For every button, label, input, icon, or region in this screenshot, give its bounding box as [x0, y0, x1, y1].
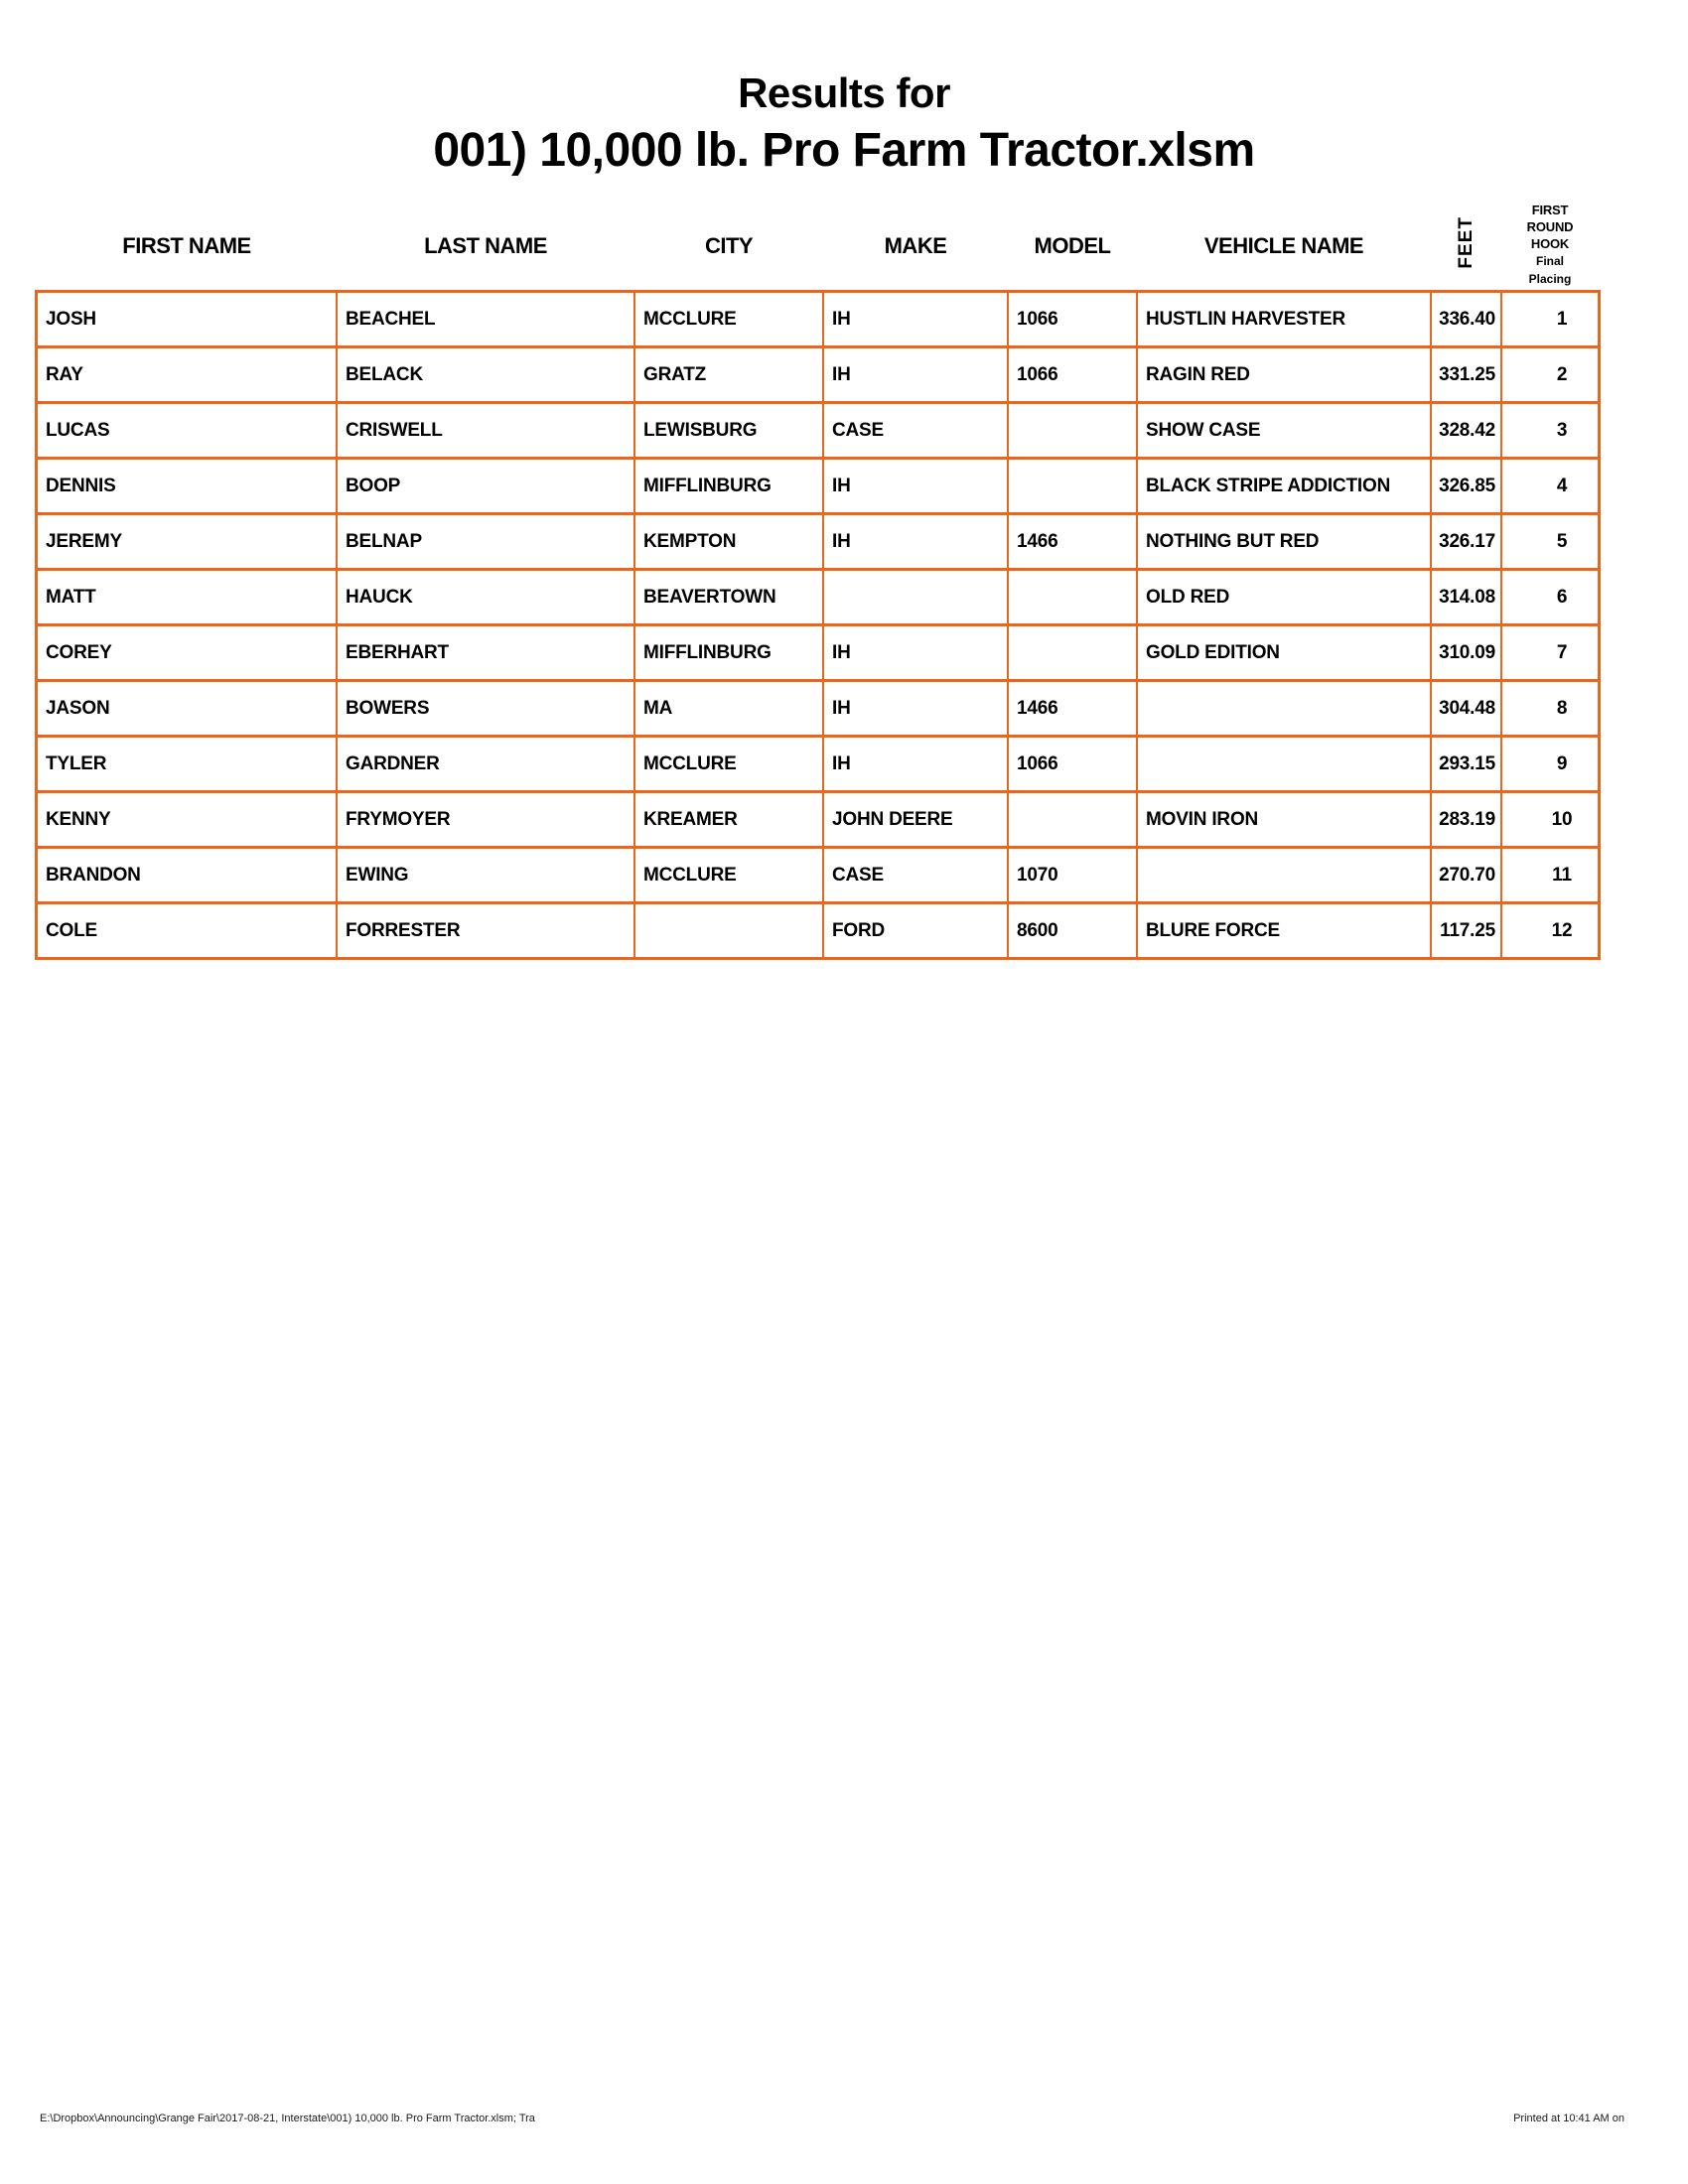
cell-vehicle-name: SHOW CASE [1138, 404, 1430, 457]
column-header-first-name: FIRST NAME [122, 233, 251, 258]
cell-model: 1066 [1009, 738, 1136, 790]
cell-feet: 270.70 [1432, 849, 1500, 901]
column-header-last-name: LAST NAME [424, 233, 547, 258]
cell-model [1009, 460, 1136, 512]
cell-placing: 10 [1502, 793, 1598, 846]
cell-placing: 3 [1502, 404, 1598, 457]
cell-model [1009, 793, 1136, 846]
cell-make: JOHN DEERE [824, 793, 1007, 846]
placing-header-line1: FIRST [1531, 203, 1569, 217]
cell-first-name: MATT [38, 571, 336, 623]
cell-placing: 2 [1502, 348, 1598, 401]
column-header-make: MAKE [884, 233, 947, 258]
cell-make [824, 571, 1007, 623]
cell-first-name: BRANDON [38, 849, 336, 901]
cell-last-name: EWING [338, 849, 633, 901]
cell-first-name: JASON [38, 682, 336, 735]
column-header-row [35, 184, 1601, 290]
cell-last-name: BEACHEL [338, 293, 633, 345]
placing-header-line3: HOOK [1530, 236, 1570, 251]
cell-model [1009, 404, 1136, 457]
column-header-model: MODEL [1034, 233, 1111, 258]
results-table [35, 290, 1601, 960]
cell-make: IH [824, 515, 1007, 568]
cell-vehicle-name [1138, 849, 1430, 901]
cell-city: MCCLURE [635, 738, 822, 790]
cell-feet: 117.25 [1432, 904, 1500, 957]
cell-feet: 310.09 [1432, 626, 1500, 679]
cell-vehicle-name: BLACK STRIPE ADDICTION [1138, 460, 1430, 512]
cell-model: 1066 [1009, 348, 1136, 401]
cell-feet: 283.19 [1432, 793, 1500, 846]
cell-model [1009, 571, 1136, 623]
cell-city: MCCLURE [635, 849, 822, 901]
cell-model: 1466 [1009, 515, 1136, 568]
placing-header-line5: Placing [1528, 272, 1572, 286]
cell-city: MIFFLINBURG [635, 626, 822, 679]
cell-make: IH [824, 682, 1007, 735]
cell-last-name: HAUCK [338, 571, 633, 623]
placing-header-line2: ROUND [1526, 219, 1574, 234]
page-title-line2: 001) 10,000 lb. Pro Farm Tractor.xlsm [433, 124, 1255, 177]
cell-first-name: JEREMY [38, 515, 336, 568]
cell-city: BEAVERTOWN [635, 571, 822, 623]
cell-placing: 5 [1502, 515, 1598, 568]
feet-vertical-label: FEET [1455, 216, 1477, 269]
cell-placing: 11 [1502, 849, 1598, 901]
cell-last-name: EBERHART [338, 626, 633, 679]
cell-city: MA [635, 682, 822, 735]
cell-vehicle-name [1138, 738, 1430, 790]
column-header-vehicle-name: VEHICLE NAME [1203, 233, 1364, 258]
cell-placing: 1 [1502, 293, 1598, 345]
cell-make: IH [824, 626, 1007, 679]
cell-last-name: FRYMOYER [338, 793, 633, 846]
cell-last-name: FORRESTER [338, 904, 633, 957]
cell-last-name: BELNAP [338, 515, 633, 568]
cell-first-name: KENNY [38, 793, 336, 846]
column-header-feet [1456, 216, 1477, 290]
cell-make: FORD [824, 904, 1007, 957]
cell-feet: 331.25 [1432, 348, 1500, 401]
cell-feet: 326.17 [1432, 515, 1500, 568]
cell-placing: 8 [1502, 682, 1598, 735]
cell-city: KREAMER [635, 793, 822, 846]
cell-first-name: RAY [38, 348, 336, 401]
footer-printed-time: Printed at 10:41 AM on [1513, 2113, 1624, 2124]
cell-placing: 12 [1502, 904, 1598, 957]
cell-model: 8600 [1009, 904, 1136, 957]
cell-vehicle-name: MOVIN IRON [1138, 793, 1430, 846]
cell-placing: 9 [1502, 738, 1598, 790]
cell-city: KEMPTON [635, 515, 822, 568]
cell-first-name: JOSH [38, 293, 336, 345]
cell-model: 1070 [1009, 849, 1136, 901]
footer-file-path: E:\Dropbox\Announcing\Grange Fair\2017-08-21, Interstate\001) 10,000 lb. Pro Farm Tractor.xlsm; Tra [40, 2113, 535, 2124]
cell-vehicle-name: GOLD EDITION [1138, 626, 1430, 679]
cell-vehicle-name: NOTHING BUT RED [1138, 515, 1430, 568]
cell-model [1009, 626, 1136, 679]
cell-first-name: DENNIS [38, 460, 336, 512]
cell-model: 1066 [1009, 293, 1136, 345]
cell-city: MCCLURE [635, 293, 822, 345]
page-title-line1: Results for [738, 69, 950, 116]
cell-model: 1466 [1009, 682, 1136, 735]
cell-vehicle-name: OLD RED [1138, 571, 1430, 623]
cell-feet: 304.48 [1432, 682, 1500, 735]
cell-vehicle-name: HUSTLIN HARVESTER [1138, 293, 1430, 345]
cell-last-name: GARDNER [338, 738, 633, 790]
cell-vehicle-name: BLURE FORCE [1138, 904, 1430, 957]
cell-last-name: BOOP [338, 460, 633, 512]
cell-make: IH [824, 460, 1007, 512]
cell-make: IH [824, 293, 1007, 345]
cell-feet: 326.85 [1432, 460, 1500, 512]
cell-placing: 6 [1502, 571, 1598, 623]
cell-last-name: BELACK [338, 348, 633, 401]
cell-make: CASE [824, 404, 1007, 457]
cell-first-name: COLE [38, 904, 336, 957]
cell-make: IH [824, 348, 1007, 401]
column-header-city: CITY [704, 233, 754, 258]
cell-placing: 4 [1502, 460, 1598, 512]
cell-vehicle-name [1138, 682, 1430, 735]
cell-placing: 7 [1502, 626, 1598, 679]
cell-city: MIFFLINBURG [635, 460, 822, 512]
cell-vehicle-name: RAGIN RED [1138, 348, 1430, 401]
cell-feet: 314.08 [1432, 571, 1500, 623]
cell-last-name: CRISWELL [338, 404, 633, 457]
cell-first-name: LUCAS [38, 404, 336, 457]
cell-first-name: COREY [38, 626, 336, 679]
placing-header-line4: Final [1535, 254, 1564, 268]
cell-city [635, 904, 822, 957]
cell-city: LEWISBURG [635, 404, 822, 457]
cell-feet: 328.42 [1432, 404, 1500, 457]
cell-last-name: BOWERS [338, 682, 633, 735]
cell-city: GRATZ [635, 348, 822, 401]
cell-make: IH [824, 738, 1007, 790]
column-header-placing [1502, 202, 1598, 290]
cell-make: CASE [824, 849, 1007, 901]
cell-feet: 336.40 [1432, 293, 1500, 345]
cell-feet: 293.15 [1432, 738, 1500, 790]
cell-first-name: TYLER [38, 738, 336, 790]
